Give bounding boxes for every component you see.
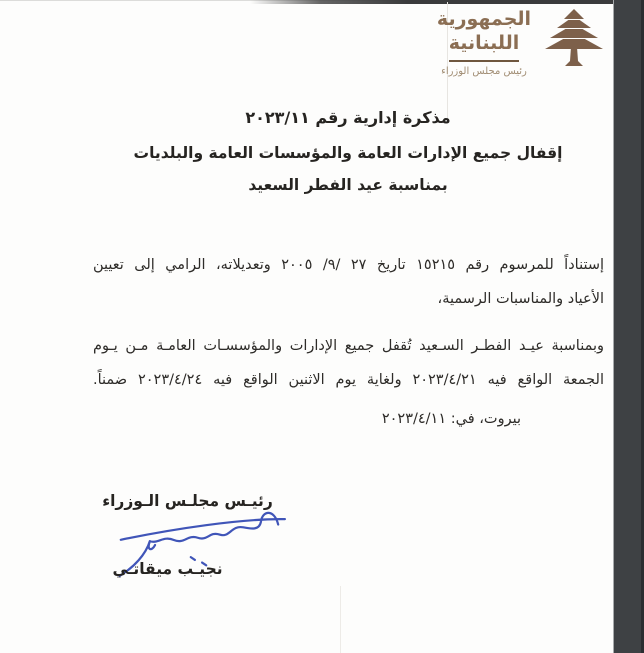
memo-subject-line2: بمناسبة عيد الفطر السعيد	[248, 176, 448, 194]
paragraph-line: الأعياد والمناسبات الرسمية،	[437, 291, 604, 307]
signatory-name: نجيـب ميقاتـي	[112, 560, 223, 578]
signatory-title: رئيـس مجلـس الـوزراء	[102, 492, 273, 510]
republic-calligraphy-line2: اللبنانية	[448, 32, 520, 54]
memo-title: مذكرة إدارية رقم ٢٠٢٣/١١	[245, 108, 451, 127]
place-date-line: بيروت، في: ٢٠٢٣/٤/١١	[381, 411, 521, 427]
republic-calligraphy-line1: الجمهورية	[436, 8, 532, 30]
scan-edge-right	[613, 0, 644, 653]
pm-office-label: رئيس مجلس الوزراء	[441, 66, 527, 77]
paragraph-line: الجمعة الواقع فيه ٢٠٢٣/٤/٢١ ولغاية يوم الاثنين الواقع فيه ٢٠٢٣/٤/٢٤ ضمناً.	[93, 372, 604, 388]
paragraph-line: إستناداً للمرسوم رقم ١٥٢١٥ تاريخ ٢٧ /٩/ ٢٠٠٥ وتعديلاته، الرامي إلى تعيين	[93, 257, 605, 273]
paragraph-line: وبمناسبة عيـد الفطـر السـعيد تُقفل جميع الإدارات والمؤسسـات العامـة مـن يـوم	[93, 338, 604, 354]
memo-subject-line1: إقفال جميع الإدارات العامة والمؤسسات العامة والبلديات	[133, 144, 563, 162]
emblem-divider	[449, 60, 519, 62]
emblem-text-block	[436, 7, 532, 77]
cedar-tree-icon	[542, 9, 606, 69]
page-fold-line-bottom	[340, 586, 341, 653]
paragraph-legal-basis	[93, 248, 604, 316]
paragraph-closure-order	[93, 329, 604, 397]
pm-office-emblem	[436, 7, 608, 77]
